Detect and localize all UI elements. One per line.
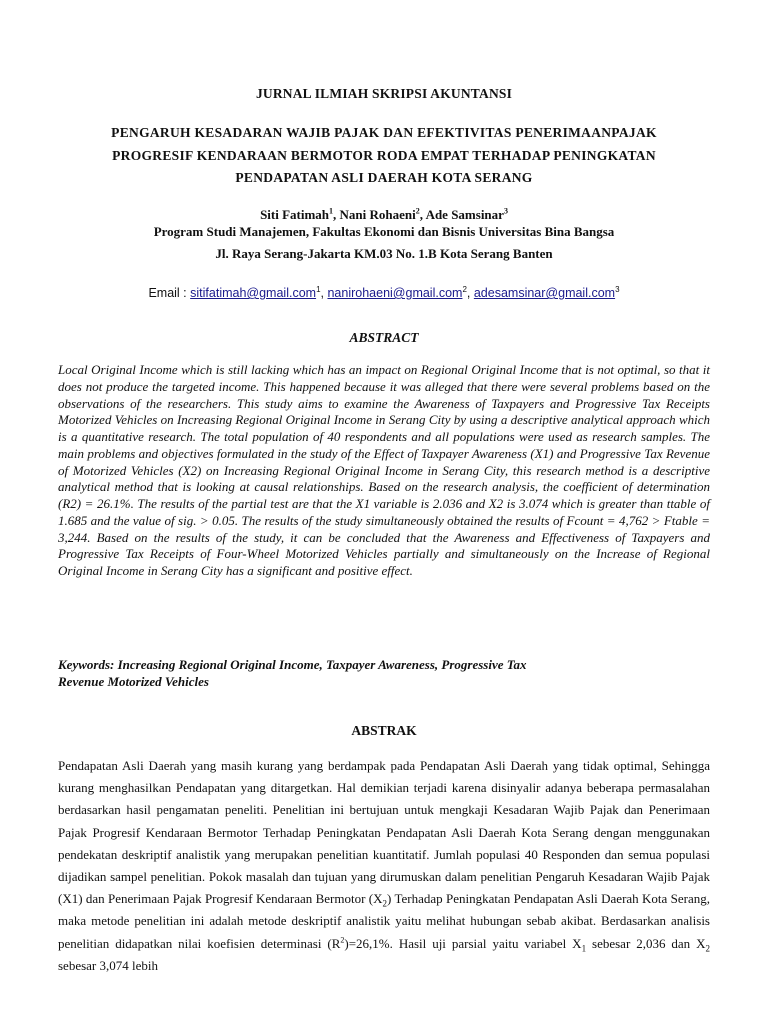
superscript: 2 [340,935,345,945]
affiliation-program: Program Studi Manajemen, Fakultas Ekonomi dan Bisnis Universitas Bina Bangsa [153,224,615,239]
abstract-body: Local Original Income which is still lacking which has an impact on Regional Original Income that is not optimal, so that it does not produce the targeted income. This happened because it was alleged that there were several problems based on the observations of the researchers. This study aims to examine the Awareness of Taxpayers and Progressive Tax Receipts Motorized Vehicles on Increasing Regional Original Income in Serang City by using a descriptive analytical approach which is a quantitative research. The total population of 40 respondents and all populations were used as research samples. The main problems and objectives formulated in the study of the Effect of Taxpayer Awareness (X1) and Progressive Tax Revenue of Motorized Vehicles (X2) on Increasing Regional Original Income in Serang City, this research method is a descriptive analytical method that is looking at causal relationships. Based on the research analysis, the coefficient of determination (R2) = 26.1%. The results of the partial test are that the X1 variable is 2.036 and X2 is 3.074 which is greater than ttable of 1.685 and the value of sig. > 0.05. The results of the study simultaneously obtained the results of Fcount = 4,762 > Ftable = 3,244. Based on the results of the study, it can be concluded that the Awareness and Effectiveness of Taxpayers and Progressive Tax Receipts of Four-Wheel Motorized Vehicles partially and simultaneously on the Increase of Regional Original Income in Serang City has a significant and positive effect. [58,362,710,578]
paper-title [60,122,708,190]
title-line: PROGRESIF KENDARAAN BERMOTOR RODA EMPAT TERHADAP PENINGKATAN [112,147,656,163]
abstrak-text: sebesar 3,074 lebih [58,957,159,973]
affiliation-address: Jl. Raya Serang-Jakarta KM.03 No. 1.B Kota Serang Banten [215,246,553,261]
author-name: Nani Rohaeni [339,207,416,222]
email-line: Email : sitifatimah@gmail.com$^1$, nanirohaeni@gmail.com$^2$, adesamsinar@gmail.com$^3$ [148,284,620,300]
abstrak-text: Pendapatan Asli Daerah yang masih kurang yang berdampak pada Pendapatan Asli Daerah yang tidak optimal, Sehingga kurang menghasilkan Pendapatan yang ditargetkan. Hal demikian terjadi karena disinyalir adanya beberapa permasalahan berdasarkan hasil pengamatan peneliti. Penelitian ini bertujuan untuk mengkaji Kesadaran Wajib Pajak dan Penerimaan Pajak Progresif Kendaraan Bermotor Terhadap Peningkatan Pendapatan Asli Daerah Kota Serang dengan menggunakan pendekatan deskriptif analistik yang merupakan penelitian kuantitatif. Jumlah populasi 40 Responden dan semua populasi dijadikan sampel penelitian. Pokok masalah dan tujuan yang dirumuskan dalam penelitian Pengaruh Kesadaran Wajib Pajak (X1) dan Penerimaan Pajak Progresif Kendaraan Bermotor (X [58,758,710,907]
email-link[interactable]: sitifatimah@gmail.com [190,286,317,300]
author-affiliation-mark: 2 [415,206,420,216]
author-affiliation-mark: 3 [503,206,508,216]
email-mark: 2 [462,284,467,294]
email-mark: 1 [316,284,321,294]
abstrak-body [58,755,710,977]
email-link[interactable]: nanirohaeni@gmail.com [327,286,463,300]
subscript: 2 [705,943,710,954]
keywords-line: Keywords: Increasing Regional Original Income, Taxpayer Awareness, Progressive Tax [58,657,527,672]
author-affiliation-mark: 1 [329,206,334,216]
abstrak-text: ) Terhadap Peningkatan Pendapatan Asli Daerah Kota Serang, maka metode penelitian ini adalah metode deskriptif analistik yaitu melihat hubungan sebab akibat. Berdasarkan analisis penelitian didapatkan nilai koefisien determinasi (R [58,891,710,951]
email-label: Email : [148,286,191,300]
author-list: Siti Fatimah$^1$, Nani Rohaeni$^2$, Ade Samsinar$^3$ [260,206,508,222]
subscript: 2 [382,898,387,909]
abstract-heading: ABSTRACT [349,330,419,345]
email-link[interactable]: adesamsinar@gmail.com [473,286,616,300]
title-line: PENGARUH KESADARAN WAJIB PAJAK DAN EFEKTIVITAS PENERIMAANPAJAK [111,125,657,140]
abstrak-text: )=26,1%. Hasil uji parsial yaitu variabel X [344,935,582,951]
abstrak-text: sebesar 2,036 dan X [586,935,706,951]
abstrak-heading: ABSTRAK [351,723,417,738]
keywords [58,656,658,690]
author-name: Siti Fatimah [260,207,330,222]
title-line: PENDAPATAN ASLI DAERAH KOTA SERANG [235,170,533,185]
journal-name: JURNAL ILMIAH SKRIPSI AKUNTANSI [255,86,513,101]
subscript: 1 [581,943,587,954]
keywords-line: Revenue Motorized Vehicles [58,674,209,689]
email-mark: 3 [615,284,620,294]
author-name: Ade Samsinar [425,207,504,222]
